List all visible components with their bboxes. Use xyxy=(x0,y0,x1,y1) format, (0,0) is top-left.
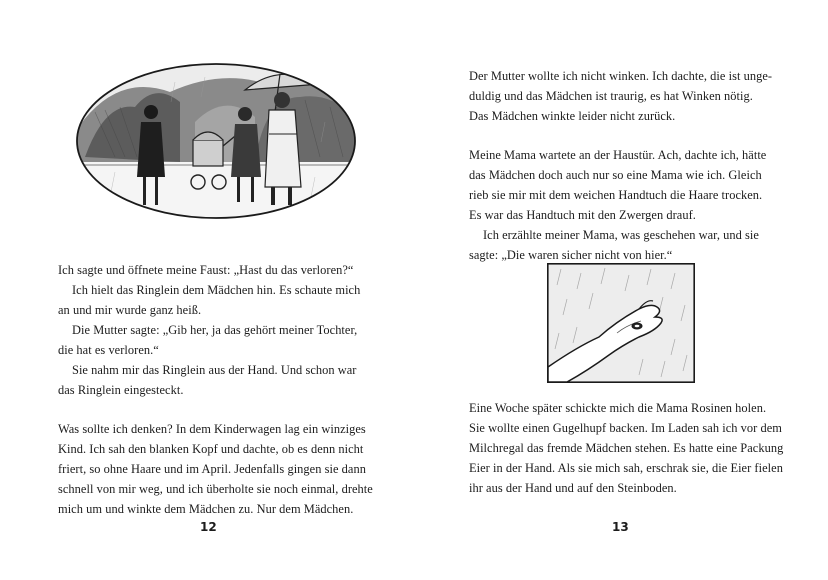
oval-illustration-street-scene xyxy=(75,62,357,220)
text-line: Kind. Ich sah den blanken Kopf und dachte, ob es denn nicht xyxy=(58,442,364,456)
text-line: mich um und winkte dem Mädchen zu. Nur dem Mädchen. xyxy=(58,502,354,516)
text-line: Die Mutter sagte: „Gib her, ja das gehört meiner Tochter, xyxy=(72,323,358,337)
text-line: Milchregal das fremde Mädchen stehen. Es hatte eine Packung xyxy=(469,441,784,455)
right-page xyxy=(414,0,828,580)
left-paragraph-1 xyxy=(58,260,373,519)
text-line: Ich sagte und öffnete meine Faust: „Hast du das verloren?“ xyxy=(58,263,354,277)
text-line: das Mädchen doch auch nur so eine Mama wie ich. Gleich xyxy=(469,168,762,182)
text-line: Das Mädchen winkte leider nicht zurück. xyxy=(469,109,676,123)
text-line: das Ringlein eingesteckt. xyxy=(58,383,184,397)
text-line: ihr aus der Hand und auf den Steinboden. xyxy=(469,481,677,495)
text-line: Ich hielt das Ringlein dem Mädchen hin. Es schaute mich xyxy=(72,283,361,297)
right-paragraph-3 xyxy=(469,398,783,498)
hand-with-ring-illustration xyxy=(547,263,695,383)
text-line: Es war das Handtuch mit den Zwergen drauf. xyxy=(469,208,696,222)
text-line: Der Mutter wollte ich nicht winken. Ich dachte, die ist unge- xyxy=(469,69,773,83)
text-line: sagte: „Die waren sicher nicht von hier.“ xyxy=(469,248,673,262)
text-line: Ich erzählte meiner Mama, was geschehen war, und sie xyxy=(483,228,759,242)
text-line: die hat es verloren.“ xyxy=(58,343,159,357)
page-number: 13 xyxy=(612,520,629,534)
text-line: duldig und das Mädchen ist traurig, es hat Winken nötig. xyxy=(469,89,753,103)
text-line: Was sollte ich denken? In dem Kinderwagen lag ein winziges xyxy=(58,422,366,436)
text-line: friert, so ohne Haare und im April. Jedenfalls gingen sie dann xyxy=(58,462,366,476)
right-paragraph-1 xyxy=(469,66,772,265)
text-line: Eine Woche später schickte mich die Mama Rosinen holen. xyxy=(469,401,767,415)
text-line: Sie nahm mir das Ringlein aus der Hand. Und schon war xyxy=(72,363,357,377)
text-line: rieb sie mir mit dem weichen Handtuch die Haare trocken. xyxy=(469,188,763,202)
text-line: Meine Mama wartete an der Haustür. Ach, dachte ich, hätte xyxy=(469,148,767,162)
page-number: 12 xyxy=(200,520,217,534)
text-line: an und mir wurde ganz heiß. xyxy=(58,303,202,317)
text-line: schnell von mir weg, und ich überholte sie noch einmal, drehte xyxy=(58,482,373,496)
text-line: Sie wollte einen Gugelhupf backen. Im Laden sah ich vor dem xyxy=(469,421,782,435)
text-line: Eier in der Hand. Als sie mich sah, erschrak sie, die Eier fielen xyxy=(469,461,783,475)
